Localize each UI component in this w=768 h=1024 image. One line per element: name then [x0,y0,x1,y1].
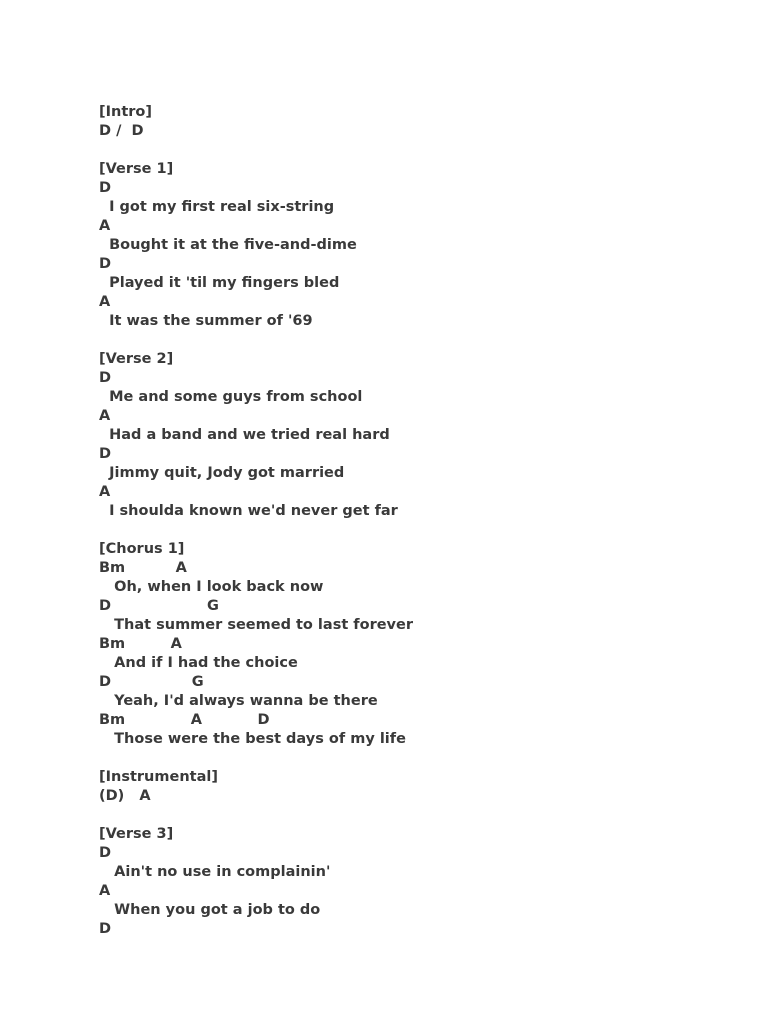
chord-line: D [99,446,112,462]
section-header: [Instrumental] [99,769,218,785]
chord-line: A [99,484,111,500]
lyric-line: It was the summer of '69 [99,313,313,329]
blank-line [99,331,739,350]
blank-line [99,141,739,160]
chord-line: D [99,845,112,861]
chord-line: Bm A D [99,712,270,728]
chord-line: D [99,180,112,196]
chord-line: D [99,921,112,937]
chord-line: D / D [99,123,144,139]
lyric-line: And if I had the choice [99,655,298,671]
chord-line: D G [99,674,204,690]
lyric-line: Ain't no use in complainin' [99,864,331,880]
section-header: [Verse 2] [99,351,174,367]
chord-line: (D) A [99,788,151,804]
lyric-line: I shoulda known we'd never get far [99,503,398,519]
chord-line: A [99,294,111,310]
lyric-line: I got my first real six-string [99,199,335,215]
chord-sheet [99,103,739,939]
chord-line: Bm A [99,560,187,576]
lyric-line: When you got a job to do [99,902,321,918]
blank-line [99,749,739,768]
chord-line: D [99,370,112,386]
lyric-line: That summer seemed to last forever [99,617,413,633]
lyric-line: Had a band and we tried real hard [99,427,390,443]
lyric-line: Those were the best days of my life [99,731,406,747]
lyric-line: Bought it at the five-and-dime [99,237,357,253]
chord-line: A [99,883,111,899]
chord-line: Bm A [99,636,182,652]
lyric-line: Oh, when I look back now [99,579,324,595]
chord-line: A [99,408,111,424]
chord-line: D [99,256,112,272]
section-header: [Intro] [99,104,153,120]
section-header: [Verse 1] [99,161,174,177]
chord-line: D G [99,598,219,614]
lyric-line: Yeah, I'd always wanna be there [99,693,378,709]
blank-line [99,521,739,540]
lyric-line: Me and some guys from school [99,389,363,405]
chord-line: A [99,218,111,234]
blank-line [99,806,739,825]
lyric-line: Played it 'til my fingers bled [99,275,340,291]
lyric-line: Jimmy quit, Jody got married [99,465,345,481]
section-header: [Chorus 1] [99,541,185,557]
section-header: [Verse 3] [99,826,174,842]
